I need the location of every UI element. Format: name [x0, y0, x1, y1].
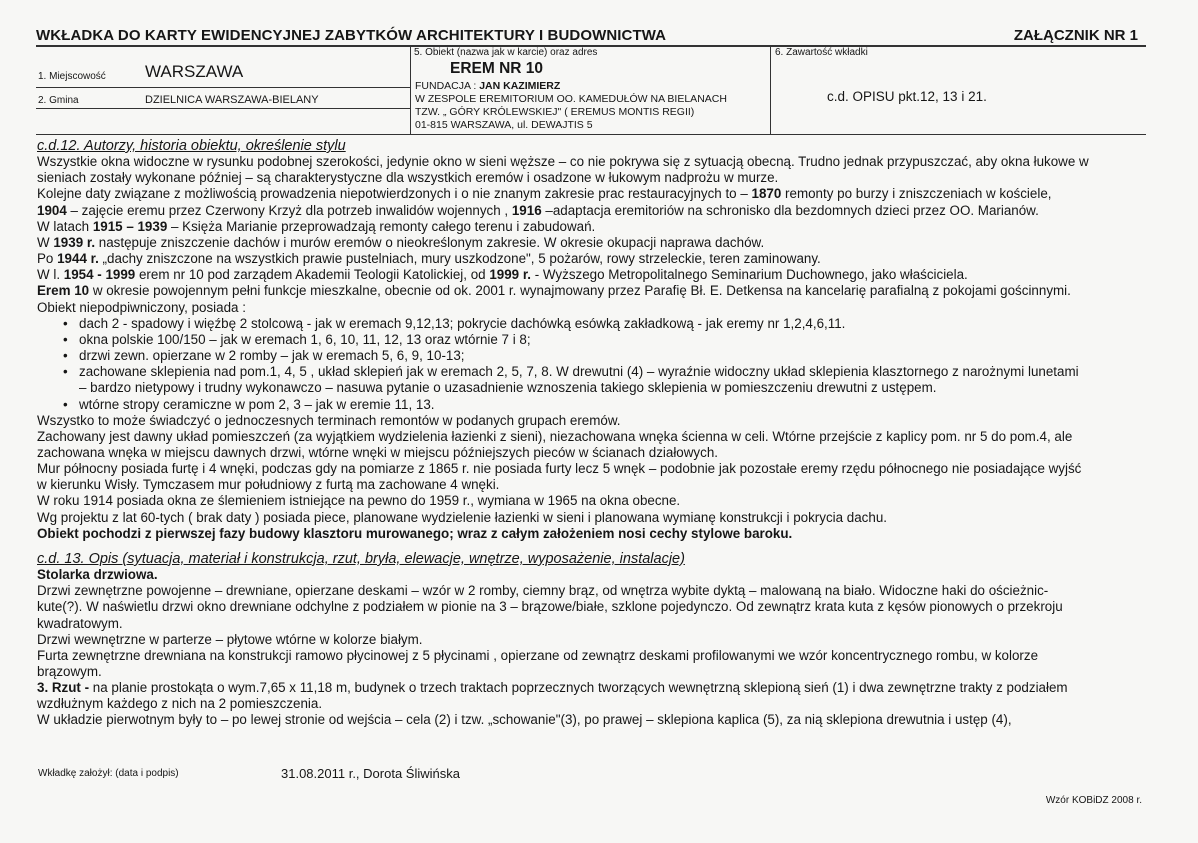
foundation	[415, 80, 560, 92]
text: – Księża Marianie przeprowadzają remonty całego terenu i zabudowań.	[167, 218, 596, 234]
text: sieniach zostały wykonane później – są charakterystyczne dla wszystkich eremów i osadzone w łukowym nadprożu w murze.	[37, 170, 779, 186]
bold-text: 1915 – 1939	[92, 218, 168, 234]
text: Drzwi zewnętrzne powojenne – drewniane, opierzane deskami – wzór w 2 romby, ciemny brąz, od wnętrza wybite dyktą – malowaną na biało. Widoczne haki do ościeżnic-	[37, 583, 1049, 599]
text-line	[37, 413, 1187, 429]
document-title: WKŁADKA DO KARTY EWIDENCYJNEJ ZABYTKÓW ARCHITEKTURY I BUDOWNICTWA	[36, 27, 667, 44]
column-divider	[770, 45, 771, 134]
contents-label: 6. Zawartość wkładki	[775, 47, 868, 58]
text: Wszystkie okna widoczne w rysunku podobnej szerokości, jedynie okno w sieni węższe – co nie pokrywa się z sytuacją obecną. Trudno jednak przypuszczać, aby okna łukowe w	[37, 154, 1089, 170]
bold-text: 3. Rzut -	[37, 680, 93, 696]
bold-text: 1916	[511, 202, 542, 218]
foundation-label: FUNDACJA :	[415, 80, 480, 92]
text-line	[37, 632, 1187, 648]
document-body	[37, 138, 1187, 729]
bold-text: 1904	[37, 202, 67, 218]
text-line	[37, 616, 1187, 632]
object-name: EREM NR 10	[450, 60, 544, 77]
commune-label: 2. Gmina	[38, 95, 79, 106]
bullet-item	[37, 348, 1187, 364]
section-heading: c.d. 13. Opis (sytuacja, materiał i konstrukcja, rzut, bryła, elewacje, wnętrze, wyposażenie, instalacje)	[37, 550, 685, 567]
text: –adaptacja eremitoriów na schronisko dla bezdomnych dzieci przez OO. Marianów.	[541, 202, 1039, 218]
text: kute(?). W naświetlu drzwi okno drewniane odchylne z podziałem w pionie na 3 – brązowe/białe, szklone pojedynczo. Od zewnątrz krata kuta z kęsów pionowych o przekroju	[37, 599, 1063, 615]
text: Kolejne daty związane z możliwością prowadzenia niepotwierdzonych i o nie znanym zakresie prac restauracyjnych to –	[37, 186, 752, 202]
bullet-item	[37, 397, 1187, 413]
text: brązowym.	[37, 664, 102, 679]
place-label: 1. Miejscowość	[38, 71, 106, 82]
text-line	[37, 283, 1187, 299]
text-line	[37, 526, 1187, 542]
text: zachowana wnęka w miejscu dawnych drzwi, wtórne wnęki w miejscu późniejszych pieców w ścianach działowych.	[37, 444, 718, 460]
divider	[36, 108, 410, 109]
text: remonty po burzy i zniszczeniach w kościele,	[781, 186, 1052, 202]
bold-text: Stolarka drzwiowa.	[37, 567, 158, 583]
bold-text: Obiekt pochodzi z pierwszej fazy budowy klasztoru murowanego; wraz z całym założeniem nosi cechy stylowe baroku.	[37, 525, 793, 541]
address-line: W ZESPOLE EREMITORIUM OO. KAMEDUŁÓW NA BIELANACH	[415, 93, 727, 105]
text: W układzie pierwotnym były to – po lewej stronie od wejścia – cela (2) i tzw. „schowanie"(3), po prawej – sklepiona kaplica (5), za nią sklepiona drewutnia i ustęp (4),	[37, 712, 1012, 728]
text-line	[37, 186, 1187, 202]
text-line	[37, 154, 1187, 170]
text-line	[37, 380, 1187, 396]
bold-text: Erem 10	[37, 283, 90, 299]
text-line	[37, 429, 1187, 445]
column-divider	[410, 45, 411, 134]
text: W	[37, 234, 54, 250]
text: – bardzo nietypowy i trudny wykonawczo – nasuwa pytanie o uzasadnienie wznoszenia takiego sklepienia w pomieszczeniu drewutni z ustępem.	[79, 380, 937, 396]
text-line	[37, 680, 1187, 696]
text: dach 2 - spadowy i więźbę 2 stolcową - jak w eremach 9,12,13; pokrycie dachówką esówką zakładkową - jak eremy nr 1,2,4,6,11.	[79, 315, 846, 331]
bold-text: 1944 r.	[57, 251, 99, 267]
text-line	[37, 235, 1187, 251]
text: „dachy zniszczone na wszystkich prawie pustelniach, mury uszkodzone", 5 pożarów, rowy strzeleckie, teren zaminowany.	[98, 251, 821, 267]
text: Furta zewnętrzne drewniana na konstrukcji ramowo płycinowej z 5 płycinami , opierzane od zewnątrz deskami profilowanymi we wzór koncentrycznego rombu, w kolorze	[37, 647, 1039, 663]
text: W l.	[37, 267, 64, 283]
section-heading: c.d.12. Autorzy, historia obiektu, określenie stylu	[37, 138, 346, 154]
bullet-item	[37, 316, 1187, 332]
text-line	[37, 461, 1187, 477]
template-note: Wzór KOBiDZ 2008 r.	[1045, 795, 1142, 806]
signature-value: 31.08.2011 r., Dorota Śliwińska	[281, 766, 460, 781]
text: wtórne stropy ceramiczne w pom 2, 3 – jak w eremie 11, 13.	[79, 396, 435, 412]
text: Zachowany jest dawny układ pomieszczeń (za wyjątkiem wydzielenia łazienki z sieni), niezachowana wnęka ścienna w celi. Wtórne przejście z kaplicy pom. nr 5 do pom.4, ale	[37, 428, 1073, 444]
text: Mur północny posiada furtę i 4 wnęki, podczas gdy na pomiarze z 1865 r. nie posiada furty lecz 5 wnęk – podobnie jak pozostałe eremy rzędu północnego nie posiadające wyjść	[37, 461, 1082, 477]
text: erem nr 10 pod zarządem Akademii Teologii Katolickiej, od	[135, 267, 490, 283]
text: W latach	[37, 218, 93, 234]
place-value: WARSZAWA	[145, 62, 244, 81]
object-label: 5. Obiekt (nazwa jak w karcie) oraz adres	[414, 47, 598, 58]
text: na planie prostokąta o wym.7,65 x 11,18 m, budynek o trzech traktach poprzecznych tworzących wewnętrzną sklepioną sień (1) i dwa zewnętrzne trakty z podziałem	[92, 680, 1068, 696]
text-line	[37, 170, 1187, 186]
text: Wg projektu z lat 60-tych ( brak daty ) posiada piece, planowane wydzielenie łazienki w sieni i planowana wymianę konstrukcji i pokrycia dachu.	[37, 509, 887, 525]
text-line	[37, 696, 1187, 712]
text-line	[37, 712, 1187, 728]
text: Wszystko to może świadczyć o jednoczesnych terminach remontów w podanych grupach eremów.	[37, 412, 621, 428]
table-bottom-border	[36, 134, 1146, 135]
text: kwadratowym.	[37, 615, 123, 631]
bullet-item	[37, 332, 1187, 348]
text-line	[37, 219, 1187, 235]
text-line	[37, 251, 1187, 267]
text: zachowane sklepienia nad pom.1, 4, 5 , układ sklepień jak w eremach 2, 5, 7, 8. W drewutni (4) – wyraźnie widoczny układ sklepienia klasztornego z narożnymi lunetami	[79, 364, 1079, 380]
text: Obiekt niepodpiwniczony, posiada :	[37, 299, 246, 315]
text: – zajęcie eremu przez Czerwony Krzyż dla potrzeb inwalidów wojennych ,	[66, 202, 512, 218]
commune-value: DZIELNICA WARSZAWA-BIELANY	[145, 94, 319, 106]
text-line	[37, 583, 1187, 599]
annex-number: ZAŁĄCZNIK NR 1	[1013, 27, 1138, 44]
text-line	[37, 599, 1187, 615]
text-line	[37, 203, 1187, 219]
bullet-item	[37, 364, 1187, 380]
text-line	[37, 300, 1187, 316]
text: następuje zniszczenie dachów i murów eremów o nieokreślonym zakresie. W okresie okupacji naprawa dachów.	[95, 234, 765, 250]
text-line	[37, 567, 1187, 583]
text-line	[37, 664, 1187, 680]
text-line	[37, 445, 1187, 461]
text: okna polskie 100/150 – jak w eremach 1, 6, 10, 11, 12, 13 oraz wtórnie 7 i 8;	[79, 331, 531, 347]
bold-text: 1939 r.	[53, 234, 96, 250]
divider	[36, 87, 410, 88]
bold-text: 1954 - 1999	[63, 267, 136, 283]
text: drzwi zewn. opierzane w 2 romby – jak w eremach 5, 6, 9, 10-13;	[79, 348, 465, 364]
text-line	[37, 267, 1187, 283]
text: w kierunku Wisły. Tymczasem mur południowy z furtą ma zachowane 4 wnęki.	[37, 477, 500, 493]
text-line	[37, 648, 1187, 664]
address-line: 01-815 WARSZAWA, ul. DEWAJTIS 5	[415, 119, 593, 131]
text: Drzwi wewnętrzne w parterze – płytowe wtórne w kolorze białym.	[37, 631, 423, 647]
bold-text: 1870	[751, 186, 782, 202]
text-line	[37, 510, 1187, 526]
contents-value: c.d. OPISU pkt.12, 13 i 21.	[827, 89, 987, 104]
text: - Wyższego Metropolitalnego Seminarium Duchownego, jako właściciela.	[531, 267, 968, 283]
signature-label: Wkładkę założył: (data i podpis)	[38, 768, 179, 779]
text-line	[37, 477, 1187, 493]
text: w okresie powojennym pełni funkcje mieszkalne, obecnie od ok. 2001 r. wynajmowany przez Parafię Bł. E. Detkensa na kancelarię parafialną z pokojami gościnnymi.	[89, 283, 1071, 299]
section-gap	[37, 542, 1187, 551]
object-address	[415, 93, 727, 132]
text: W roku 1914 posiada okna ze ślemieniem istniejące na pewno do 1959 r., wymiana w 1965 na okna obecne.	[37, 493, 681, 509]
address-line: TZW. „ GÓRY KRÓLEWSKIEJ" ( EREMUS MONTIS REGII)	[415, 106, 695, 118]
text: Po	[37, 251, 58, 267]
bold-text: 1999 r.	[489, 267, 532, 283]
foundation-value: JAN KAZIMIERZ	[479, 80, 561, 92]
text: wzdłużnym każdego z nich na 2 pomieszczenia.	[37, 696, 323, 712]
text-line	[37, 493, 1187, 509]
